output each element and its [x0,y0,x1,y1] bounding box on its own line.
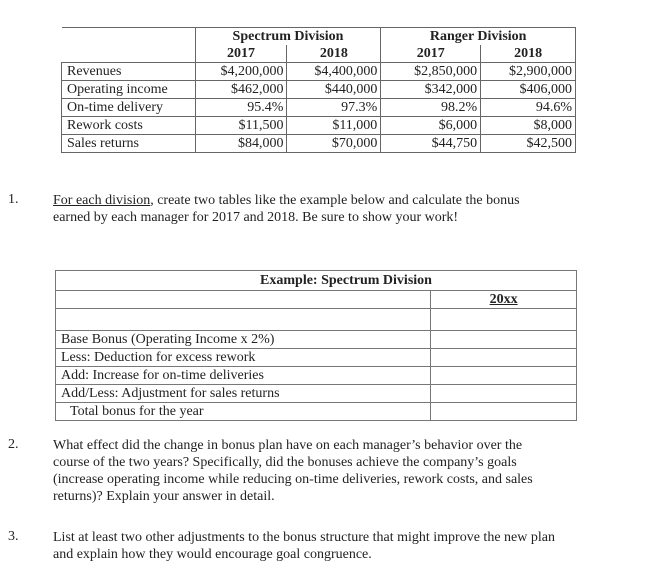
table-row [56,331,577,349]
example-value-cell [431,385,577,403]
example-value-cell [431,403,577,421]
table-row [56,349,577,367]
data-cell: $462,000 [195,81,287,99]
year-header: 2018 [481,45,576,63]
header-blank-cell [62,45,196,63]
spectrum-division-header: Spectrum Division [195,28,381,46]
table-row [62,99,576,117]
data-cell: $342,000 [381,81,481,99]
question-2-text [53,437,533,505]
example-item-label: Add: Increase for on-time deliveries [56,367,431,385]
data-cell: $11,000 [287,117,381,135]
table-row [56,367,577,385]
example-item-label: Total bonus for the year [56,403,431,421]
table-row [62,117,576,135]
question-3-text [53,529,555,563]
example-table-title: Example: Spectrum Division [56,271,577,291]
data-cell: $44,750 [381,135,481,153]
data-cell: $2,850,000 [381,63,481,81]
data-cell: $2,900,000 [481,63,576,81]
question-1-text [53,192,520,226]
example-blank-cell [56,291,431,309]
question-2-line: What effect did the change in bonus plan have on each manager’s behavior over the [53,438,523,453]
row-label: Operating income [62,81,196,99]
data-cell: $4,200,000 [195,63,287,81]
data-cell: 95.4% [195,99,287,117]
data-cell: $84,000 [195,135,287,153]
table-row [62,135,576,153]
header-blank-cell [62,28,196,46]
year-header: 2017 [195,45,287,63]
question-1-number: 1. [8,192,19,207]
row-label: On-time delivery [62,99,196,117]
data-cell: $406,000 [481,81,576,99]
table-row [62,63,576,81]
example-blank-cell [56,309,431,331]
question-3-number: 3. [8,529,19,544]
question-1-line1: , create two tables like the example below and calculate the bonus [150,193,520,208]
example-value-cell [431,367,577,385]
example-blank-cell [431,309,577,331]
data-cell: 98.2% [381,99,481,117]
row-label: Rework costs [62,117,196,135]
data-cell: $440,000 [287,81,381,99]
question-2-line: returns)? Explain your answer in detail. [53,489,275,504]
example-value-cell [431,349,577,367]
table-row [62,81,576,99]
data-cell: $8,000 [481,117,576,135]
table-row [56,385,577,403]
data-cell: $70,000 [287,135,381,153]
example-item-label: Base Bonus (Operating Income x 2%) [56,331,431,349]
year-header: 2018 [287,45,381,63]
data-cell: $6,000 [381,117,481,135]
question-3-line: and explain how they would encourage goal congruence. [53,547,372,562]
data-cell: 97.3% [287,99,381,117]
data-cell: 94.6% [481,99,576,117]
data-cell: $42,500 [481,135,576,153]
question-3-line: List at least two other adjustments to the bonus structure that might improve the new plan [53,530,555,545]
example-bonus-table [55,270,577,421]
data-cell: $4,400,000 [287,63,381,81]
ranger-division-header: Ranger Division [381,28,576,46]
example-item-label: Less: Deduction for excess rework [56,349,431,367]
example-value-cell [431,331,577,349]
question-2-number: 2. [8,437,19,452]
table-row [56,403,577,421]
question-1-line2: earned by each manager for 2017 and 2018. Be sure to show your work! [53,210,459,225]
example-year-header: 20xx [431,291,577,309]
year-header: 2017 [381,45,481,63]
division-data-table [61,27,576,153]
row-label: Revenues [62,63,196,81]
question-1-underlined: For each division [53,193,151,208]
example-item-label: Add/Less: Adjustment for sales returns [56,385,431,403]
row-label: Sales returns [62,135,196,153]
question-2-line: (increase operating income while reducing on-time deliveries, rework costs, and sales [53,472,533,487]
question-2-line: course of the two years? Specifically, did the bonuses achieve the company’s goals [53,455,517,470]
data-cell: $11,500 [195,117,287,135]
